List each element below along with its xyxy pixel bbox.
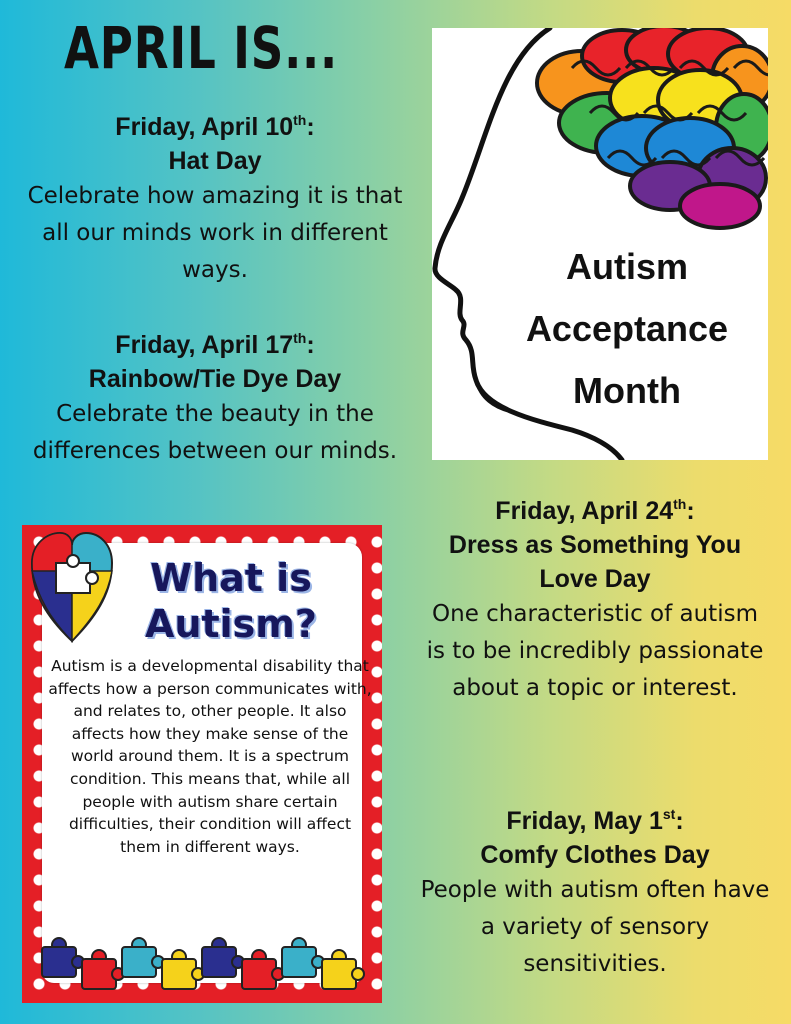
event-name: Hat Day [168,147,262,175]
puzzle-piece-icon [242,950,284,989]
puzzle-piece-icon [42,938,84,977]
page-title: APRIL IS... [64,14,338,82]
event-description: People with autism often have a variety of sensory sensitivities. [420,877,770,977]
poster-body-text: Autism is a developmental disability that affects how a person communicates with, and relates to, other people. It also affects how they make sense of the world around them. It is a spectrum condition. This means that, while all people with autism share certain difficulties, their condition will affect them in different ways. [48,657,372,856]
event-rainbow-day [20,328,410,470]
event-date: Friday, April 10th: [115,112,315,141]
event-dress-day [420,494,770,707]
puzzle-heart-icon [30,531,114,643]
event-date: Friday, April 24th: [495,496,695,525]
event-date: Friday, April 17th: [115,330,315,359]
puzzle-pieces-border [36,933,370,997]
puzzle-piece-icon [322,950,364,989]
puzzle-piece-icon [82,950,124,989]
rainbow-brain-icon [537,28,768,228]
what-is-autism-poster [22,525,382,1003]
event-name: Dress as Something You Love Day [448,531,742,593]
event-name: Rainbow/Tie Dye Day [88,365,342,393]
event-date: Friday, May 1st: [506,806,684,835]
puzzle-piece-icon [162,950,204,989]
brain-lobe [680,184,760,228]
puzzle-piece-icon [282,938,324,977]
puzzle-piece-icon [122,938,164,977]
event-name: Comfy Clothes Day [480,841,710,869]
event-comfy-day [420,804,770,983]
event-description: One characteristic of autism is to be incredibly passionate about a topic or interest. [426,601,764,701]
poster-title: What is Autism? [145,556,317,646]
puzzle-piece-icon [202,938,244,977]
autism-acceptance-card [432,28,768,460]
event-description: Celebrate the beauty in the differences between our minds. [32,401,398,464]
acceptance-month-label: Autism Acceptance Month [525,246,729,411]
event-hat-day [20,110,410,289]
event-description: Celebrate how amazing it is that all our minds work in different ways. [27,183,403,283]
